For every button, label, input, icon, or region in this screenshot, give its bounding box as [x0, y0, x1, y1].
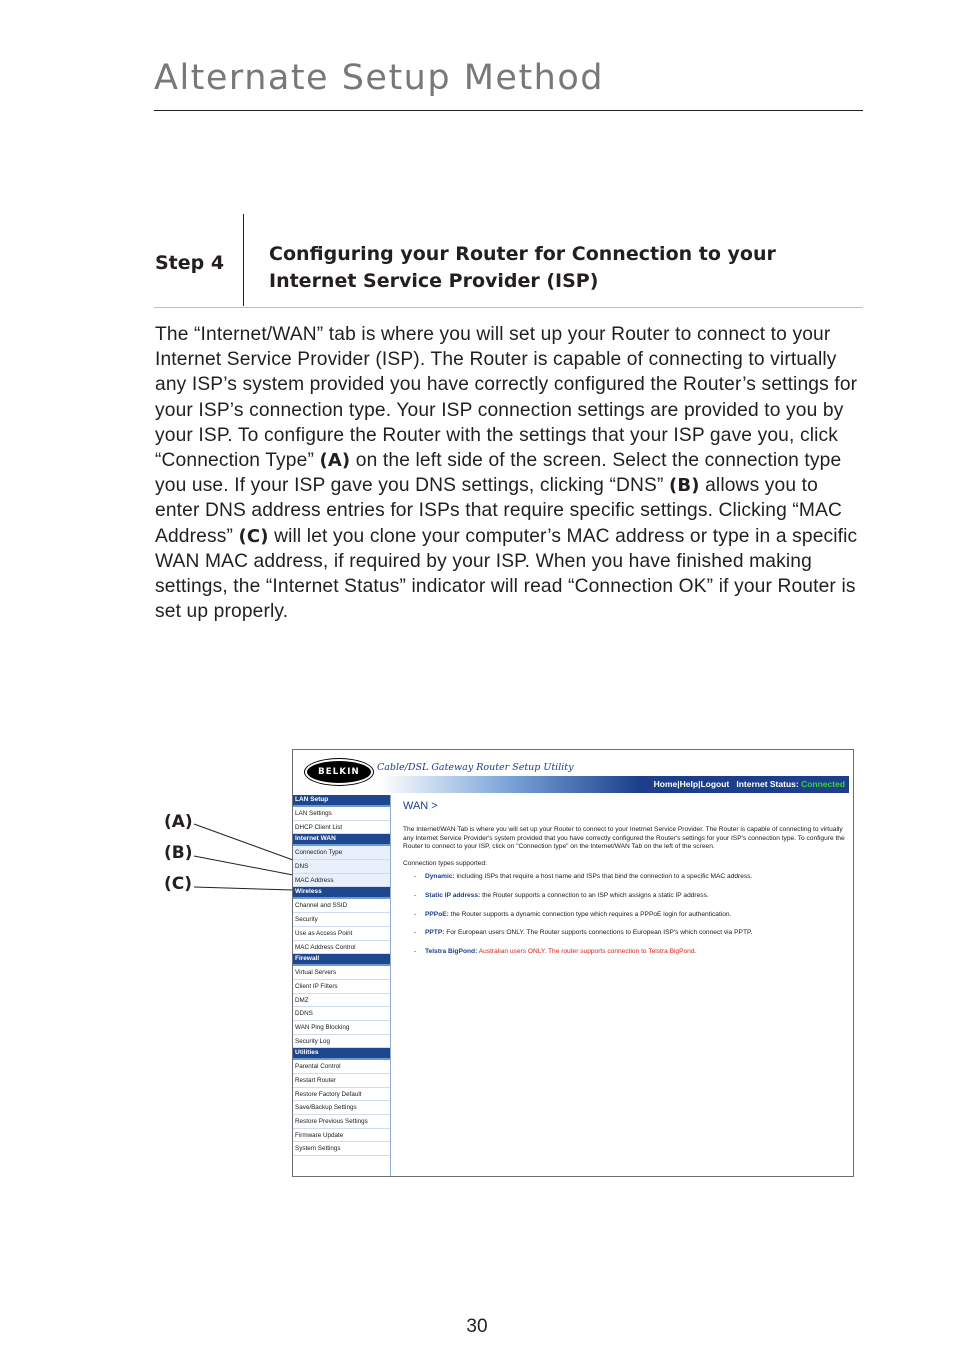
nav-logout[interactable]: Logout [700, 779, 730, 789]
sidebar-item-system-settings[interactable]: System Settings [293, 1142, 390, 1156]
section-title: Alternate Setup Method [154, 58, 604, 98]
internet-status-label: Internet Status: [736, 779, 799, 789]
list-item: - Dynamic: including ISPs that require a host name and ISPs that bind the connection to a specific MAC address. [414, 873, 753, 881]
sidebar-item-client-ip-filters[interactable]: Client IP Filters [293, 980, 390, 994]
header-bar [379, 776, 849, 793]
callout-ref-b: (B) [668, 475, 700, 497]
sidebar-item-mac-address[interactable]: MAC Address [293, 874, 390, 888]
sidebar-item-save-backup-settings[interactable]: Save/Backup Settings [293, 1101, 390, 1115]
sidebar-heading-wireless[interactable]: Wireless [293, 887, 390, 899]
type-name: Telstra BigPond: [425, 947, 478, 955]
step-divider [243, 214, 244, 306]
callout-a: (A) [164, 812, 193, 832]
nav-separator: | [677, 779, 680, 789]
body-text-2: on the left side of the screen. Select the connection type you use. If your ISP gave you DNS settings, clicking “DNS” [155, 450, 842, 497]
belkin-logo[interactable] [305, 759, 373, 785]
nav-home[interactable]: Home [653, 779, 678, 789]
type-desc: Australian users ONLY. The router supports connection to Telstra BigPond. [478, 947, 697, 955]
nav-help[interactable]: Help [679, 779, 699, 789]
sidebar-item-dmz[interactable]: DMZ [293, 994, 390, 1008]
callout-ref-a: (A) [319, 450, 351, 472]
step-label: Step 4 [155, 252, 225, 274]
sidebar-item-ddns[interactable]: DDNS [293, 1007, 390, 1021]
sidebar-item-restore-previous-settings[interactable]: Restore Previous Settings [293, 1115, 390, 1129]
leader-line-a [194, 824, 293, 860]
callout-c: (C) [164, 874, 193, 894]
callout-ref-c: (C) [238, 525, 269, 547]
sidebar-item-connection-type[interactable]: Connection Type [293, 846, 390, 860]
sidebar-heading-firewall[interactable]: Firewall [293, 954, 390, 966]
internet-status-value: Connected [801, 779, 845, 789]
content-title: WAN > [403, 800, 438, 812]
router-ui-screenshot [292, 749, 854, 1177]
type-name: PPPoE: [425, 910, 449, 918]
sidebar-item-lan-settings[interactable]: LAN Settings [293, 807, 390, 821]
sidebar-item-security-log[interactable]: Security Log [293, 1035, 390, 1049]
sidebar-item-channel-ssid[interactable]: Channel and SSID [293, 899, 390, 913]
type-desc: the Router supports a connection to an ISP which assigns a static IP address. [482, 891, 709, 899]
router-content [403, 800, 848, 967]
type-desc: the Router supports a dynamic connection type which requires a PPPoE login for authentication. [450, 910, 732, 918]
header-nav [654, 779, 845, 789]
sidebar-heading-utilities[interactable]: Utilities [293, 1048, 390, 1060]
belkin-logo-text: BELKIN [318, 767, 360, 777]
step-heading-line2: Internet Service Provider (ISP) [269, 270, 599, 292]
nav-separator: | [698, 779, 701, 789]
list-item: - PPTP: For European users ONLY. The Router supports connections to European ISP's which connect via PPTP. [414, 929, 753, 937]
body-text-1: The “Internet/WAN” tab is where you will set up your Router to connect to your Internet Service Provider (ISP). The Router is capable of connecting to virtually any ISP’s system provided you have correctly configured the Router’s settings for your ISP’s connection type. Your ISP connection settings are provided to you by your ISP. To configure the Router with the settings that your ISP gave you, click “Connection Type” [155, 324, 858, 472]
title-rule [154, 110, 863, 111]
sidebar-heading-lan-setup[interactable]: LAN Setup [293, 795, 390, 807]
sidebar-item-access-point[interactable]: Use as Access Point [293, 927, 390, 941]
body-text-3: allows you to enter DNS address entries for ISPs that require specific settings. Clicking “MAC Address” [155, 475, 843, 547]
content-intro: The Internet/WAN Tab is where you will set up your Router to connect to your Inetrnet Service Provider. The Router is capable of connecting to virtually any Internet Service Provider's system provided that you have correctly configured the Router's settings for your ISP's connection type. To configure the Router to connect to your ISP, click on "Connection type" on the Internet/WAN Tab on the left of the screen. [403, 826, 845, 851]
sidebar-item-dns[interactable]: DNS [293, 860, 390, 874]
type-desc: For European users ONLY. The Router supports connections to European ISP's which connect via PPTP. [446, 929, 753, 937]
sidebar-item-mac-address-control[interactable]: MAC Address Control [293, 941, 390, 955]
step-heading-line1: Configuring your Router for Connection to your [269, 243, 776, 265]
leader-line-b [194, 856, 293, 875]
type-desc: including ISPs that require a host name and ISPs that bind the connection to a specific MAC address. [456, 873, 753, 881]
sidebar-item-dhcp-client-list[interactable]: DHCP Client List [293, 821, 390, 835]
type-name: Static IP address: [425, 891, 481, 899]
list-item: - Static IP address: the Router supports a connection to an ISP which assigns a static IP address. [414, 891, 709, 899]
sidebar-heading-internet-wan[interactable]: Internet WAN [293, 834, 390, 846]
type-name: PPTP: [425, 929, 445, 937]
type-name: Dynamic: [425, 873, 455, 881]
list-item: - Telstra BigPond: Australian users ONLY. The router supports connection to Telstra BigPond. [414, 947, 697, 955]
sidebar-item-firmware-update[interactable]: Firmware Update [293, 1129, 390, 1143]
sidebar-item-parental-control[interactable]: Parental Control [293, 1060, 390, 1074]
router-sidebar [293, 795, 391, 1177]
router-header [293, 750, 853, 794]
body-text-4: will let you clone your computer’s MAC address or type in a specific WAN MAC address, if required by your ISP. When you have finished making settings, the “Internet Status” indicator will read “Connection OK” if your Router is set up properly. [155, 525, 858, 623]
leader-line-c [194, 887, 293, 890]
sidebar-item-restart-router[interactable]: Restart Router [293, 1074, 390, 1088]
connection-types-list [403, 873, 848, 957]
step-rule [154, 307, 863, 308]
sidebar-item-wan-ping-blocking[interactable]: WAN Ping Blocking [293, 1021, 390, 1035]
callout-b: (B) [164, 843, 193, 863]
sidebar-item-restore-factory-default[interactable]: Restore Factory Default [293, 1088, 390, 1102]
connection-types-heading: Connection types supported: [403, 860, 487, 868]
step-heading [269, 241, 859, 295]
sidebar-item-virtual-servers[interactable]: Virtual Servers [293, 966, 390, 980]
utility-title: Cable/DSL Gateway Router Setup Utility [377, 762, 574, 773]
sidebar-item-security[interactable]: Security [293, 913, 390, 927]
body-paragraph [155, 322, 867, 624]
list-item: - PPPoE: the Router supports a dynamic connection type which requires a PPPoE login for authentication. [414, 910, 732, 918]
page-number: 30 [466, 1316, 488, 1337]
